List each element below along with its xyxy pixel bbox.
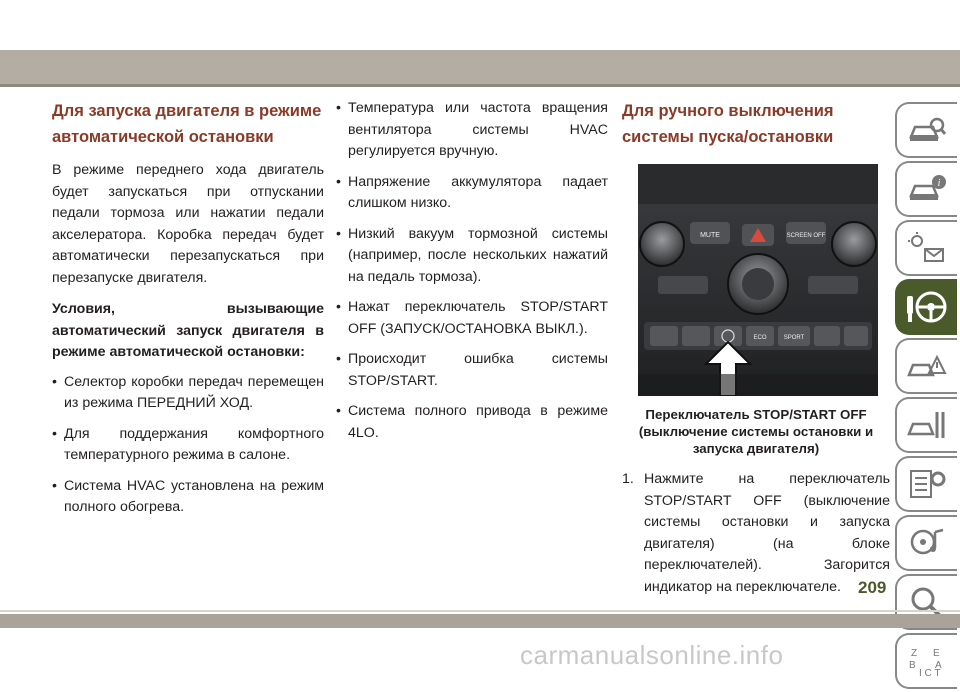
- switch-panel-photo: [638, 164, 878, 396]
- step-item: [622, 469, 890, 598]
- svg-text:I C T: I C T: [919, 668, 941, 678]
- checklist-gear-icon: [907, 467, 947, 501]
- header-band-rule: [0, 84, 960, 87]
- tab-car-search[interactable]: [895, 102, 957, 158]
- car-tools-icon: [907, 408, 947, 442]
- tab-car-info[interactable]: [895, 161, 957, 217]
- header-band: [0, 50, 960, 87]
- steering-key-icon: [905, 288, 949, 326]
- alphabet-index-icon: [907, 644, 947, 678]
- section-heading-auto-start: Для запуска двигателя в режиме автоматической остановки: [52, 102, 322, 146]
- conditions-list-continued: [336, 98, 608, 444]
- conditions-subheading: Условия, вызывающие автоматический запуск двигателя в режиме автоматической остановки:: [52, 301, 324, 360]
- conditions-list: [52, 372, 324, 519]
- section-heading-manual-off: Для ручного выключения системы пуска/остановки: [622, 102, 834, 146]
- list-item: • Селектор коробки передач перемещен из режима ПЕРЕДНИЙ ХОД.: [52, 372, 324, 415]
- list-item: • Для поддержания комфортного температурного режима в салоне.: [52, 424, 324, 467]
- list-item: • Нажат переключатель STOP/START OFF (ЗАПУСК/ОСТАНОВКА ВЫКЛ.).: [336, 297, 608, 340]
- screen-off-label: SCREEN OFF: [786, 233, 826, 239]
- mute-label: MUTE: [700, 232, 720, 239]
- list-item: • Напряжение аккумулятора падает слишком низко.: [336, 172, 608, 215]
- car-crash-icon: [907, 349, 947, 383]
- step-number: 1.: [622, 471, 634, 487]
- tab-starting-operating[interactable]: [895, 279, 957, 335]
- intro-paragraph: В режиме переднего хода двигатель будет запускаться при отпускании педали тормоза или нажатии педали акселератора. Коробка передач будет автоматически перезапускаться при перезапуске двигателя.: [52, 162, 324, 286]
- footer-band: [0, 614, 960, 628]
- svg-text:B: B: [909, 660, 916, 671]
- switch-panel-illustration: [638, 164, 878, 396]
- watermark-text: carmanualsonline.info: [520, 640, 784, 670]
- list-item: • Низкий вакуум тормозной системы (например, после нескольких нажатий на педаль тормоза).: [336, 224, 608, 289]
- tab-checklist[interactable]: [895, 456, 957, 512]
- car-info-icon: [907, 172, 947, 206]
- column-1: [52, 98, 324, 528]
- tab-car-tools[interactable]: [895, 397, 957, 453]
- car-search-icon: [907, 113, 947, 147]
- svg-text:A: A: [935, 660, 942, 671]
- chapter-tabs: [891, 102, 960, 692]
- photo-caption: Переключатель STOP/START OFF (выключение системы остановки и запуска двигателя): [638, 407, 874, 456]
- tab-emergency[interactable]: [895, 338, 957, 394]
- footer-rule: [0, 610, 960, 612]
- dashboard-warning-icon: [907, 231, 947, 265]
- list-item: • Система полного привода в режиме 4LO.: [336, 401, 608, 444]
- tab-index[interactable]: [895, 633, 957, 689]
- list-item: • Система HVAC установлена на режим полного обогрева.: [52, 476, 324, 519]
- svg-text:Z: Z: [911, 648, 918, 659]
- eco-label: ECO: [753, 335, 767, 341]
- column-3: [622, 98, 890, 598]
- step-text: Нажмите на переключатель STOP/START OFF (выключение системы остановки и запуска двигателя) (на блоке переключателей). Загорится индикатор на переключателе.: [644, 471, 890, 595]
- svg-text:i: i: [937, 178, 941, 189]
- steps-list: [622, 469, 890, 598]
- tab-dashboard-warning[interactable]: [895, 220, 957, 276]
- tab-multimedia[interactable]: [895, 515, 957, 571]
- column-2: [336, 98, 608, 453]
- list-item: • Температура или частота вращения вентилятора системы HVAC регулируется вручную.: [336, 98, 608, 163]
- multimedia-icon: [907, 526, 947, 560]
- list-item: • Происходит ошибка системы STOP/START.: [336, 349, 608, 392]
- page-number: 209: [858, 578, 887, 597]
- svg-text:E: E: [933, 648, 940, 659]
- sport-label: SPORT: [783, 335, 805, 341]
